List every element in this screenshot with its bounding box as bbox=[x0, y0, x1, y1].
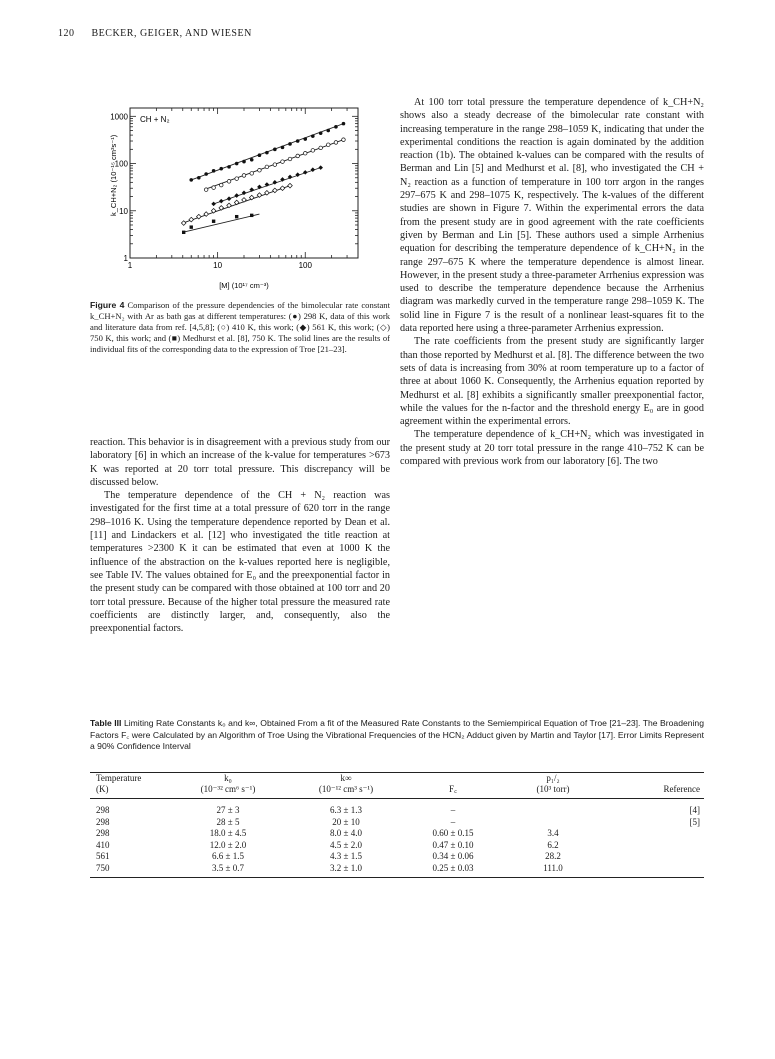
data-point bbox=[227, 196, 232, 201]
y-tick-label: 1 bbox=[123, 254, 128, 263]
data-point bbox=[250, 214, 253, 217]
data-point bbox=[342, 122, 346, 126]
cell-fc: 0.60 ± 0.15 bbox=[432, 828, 474, 838]
y-tick-label: 100 bbox=[114, 159, 128, 169]
data-point bbox=[204, 188, 208, 192]
th-blank-1 bbox=[408, 773, 498, 785]
table-row bbox=[90, 817, 704, 829]
data-point bbox=[334, 141, 338, 145]
cell-k0: 18.0 ± 4.5 bbox=[209, 828, 247, 838]
cell-kinf: 8.0 ± 4.0 bbox=[330, 828, 362, 838]
th-k0: k₀ bbox=[224, 773, 232, 783]
cell-kinf: 20 ± 10 bbox=[332, 816, 360, 827]
cell-reference: [4] bbox=[689, 805, 700, 815]
cell-fc: – bbox=[450, 816, 456, 827]
cell-fc: 0.25 ± 0.03 bbox=[432, 862, 474, 873]
cell-k0: 28 ± 5 bbox=[216, 816, 240, 827]
data-point bbox=[219, 183, 223, 187]
data-point bbox=[319, 131, 323, 135]
cell-k0: 6.6 ± 1.5 bbox=[212, 851, 244, 861]
panel-label: CH + N₂ bbox=[140, 115, 170, 124]
th-p12: p₁/₂ bbox=[546, 773, 560, 783]
figure-caption-label: Figure 4 bbox=[90, 300, 125, 310]
cell-temperature: 561 bbox=[96, 851, 110, 861]
cell-k0: 27 ± 3 bbox=[216, 805, 240, 815]
cell-temperature: 410 bbox=[96, 839, 110, 850]
cell-temperature: 298 bbox=[96, 828, 110, 838]
fit-line bbox=[183, 214, 260, 232]
data-point bbox=[265, 151, 269, 155]
data-point bbox=[288, 183, 293, 188]
data-point bbox=[273, 163, 277, 167]
cell-reference bbox=[608, 863, 704, 878]
data-point bbox=[273, 188, 278, 193]
page-number: 120 bbox=[58, 28, 75, 39]
figure-caption bbox=[90, 300, 390, 355]
cell-reference: [5] bbox=[689, 816, 700, 827]
th-reference: Reference bbox=[663, 784, 700, 794]
th-temperature: Temperature bbox=[96, 773, 142, 783]
data-point bbox=[311, 134, 315, 138]
data-point bbox=[258, 168, 262, 172]
running-authors: BECKER, GEIGER, AND WIESEN bbox=[91, 28, 252, 39]
cell-fc: 0.47 ± 0.10 bbox=[432, 839, 474, 850]
x-tick-label: 1 bbox=[127, 261, 133, 270]
cell-kinf: 3.2 ± 1.0 bbox=[330, 862, 362, 873]
cell-reference bbox=[608, 828, 704, 840]
data-point bbox=[258, 153, 262, 157]
cell-reference bbox=[608, 840, 704, 852]
right-column-text bbox=[400, 96, 704, 468]
data-point bbox=[182, 231, 185, 234]
data-point bbox=[326, 143, 330, 147]
y-tick-label: 10 bbox=[119, 206, 128, 216]
x-axis-label: [M] (10¹⁷ cm⁻³) bbox=[219, 281, 269, 290]
table-row bbox=[90, 863, 704, 878]
data-point bbox=[303, 137, 307, 141]
y-tick-label: 1000 bbox=[110, 112, 128, 122]
data-point bbox=[296, 154, 300, 158]
data-point bbox=[250, 172, 254, 176]
cell-p12: 111.0 bbox=[543, 862, 563, 873]
data-point bbox=[204, 172, 208, 176]
table-caption bbox=[90, 718, 704, 753]
data-point bbox=[281, 160, 285, 164]
figure-caption-text: Comparison of the pressure dependencies of the bimolecular rate constant k_CH+N₂ with Ar as bath gas at different temperatures: (●) 298 K, data of this work and literature data from ref. [4,5,8]; (○) 410 K, this work; (◆) 561 K, this work; (◇) 750 K, this work; and (■) Medhurst et al. [8], 750 K. The solid lines are the results of individual fits of the corresponding data to the expression of Troe [21–23]. bbox=[90, 300, 390, 354]
th-p12-unit: (10³ torr) bbox=[536, 784, 570, 794]
th-blank-2 bbox=[608, 773, 704, 785]
data-point bbox=[227, 180, 231, 184]
data-point bbox=[303, 151, 307, 155]
right-paragraph-1: At 100 torr total pressure the temperature dependence of k_CH+N₂ shows also a steady decrease of the bimolecular rate constant with increasing temperature in the range 298–1059 K, indicating that under the experimental conditions the reaction is again dominated by the addition reaction (1b). The obtained k-values can be compared with the results of Berman and Lin [5] and Medhurst et al. [8], who investigated the CH + N₂ reaction as a function of temperature in 100 torr argon in the ranges 297–675 K and 298–1075 K, respectively. The k-values of the different studies are shown in Figure 7. Within the experimental errors the data from the present study are in good agreement with the rate coefficients given by Berman and Lin [5]. These authors used a simple Arrhenius equation for describing the temperature dependence of k_CH+N₂ in the range 297–675 K where the temperature dependence is almost linear. However, in the present study a three-parameter Arrhenius expression was used to describe the temperature dependence because the Arrhenius diagram was markedly curved in the temperature range 298–1059 K. The solid line in Figure 7 is the result of a nonlinear least-squares fit to the data reported here using a three-parameter Arrhenius expression. bbox=[400, 97, 704, 335]
cell-kinf: 4.3 ± 1.5 bbox=[330, 851, 362, 861]
data-point bbox=[311, 167, 316, 172]
th-kinf: k∞ bbox=[340, 773, 352, 783]
data-point bbox=[296, 139, 300, 143]
data-point bbox=[211, 202, 216, 207]
data-point bbox=[319, 146, 323, 150]
data-point bbox=[181, 221, 186, 226]
data-point bbox=[190, 225, 193, 228]
cell-p12 bbox=[498, 817, 608, 829]
cell-temperature: 298 bbox=[96, 816, 110, 827]
y-axis-label: k_CH+N₂ (10⁻¹⁵ cm³s⁻¹) bbox=[109, 134, 118, 216]
cell-p12: 28.2 bbox=[545, 851, 561, 861]
data-point bbox=[219, 167, 223, 171]
data-point bbox=[197, 176, 201, 180]
data-point bbox=[227, 165, 231, 169]
cell-k0: 12.0 ± 2.0 bbox=[209, 839, 247, 850]
th-fc: F꜀ bbox=[448, 784, 458, 794]
th-k0-unit: (10⁻³² cm⁶ s⁻¹) bbox=[200, 784, 256, 794]
x-tick-label: 10 bbox=[213, 261, 223, 270]
table-iii bbox=[90, 772, 704, 878]
data-point bbox=[342, 138, 346, 142]
cell-temperature: 298 bbox=[96, 805, 110, 815]
table-caption-label: Table III bbox=[90, 718, 122, 728]
left-paragraph-1: reaction. This behavior is in disagreement with a previous study from our laboratory [6] in which an increase of the k-value for temperatures >673 K was reported at 20 torr total pressure. This discrepancy will be discussed below. bbox=[90, 437, 390, 488]
data-point bbox=[212, 186, 216, 190]
figure-4-plot bbox=[90, 98, 390, 293]
right-paragraph-2: The rate coefficients from the present study are significantly larger than those reported by Medhurst et al. [8]. The difference between the two sets of data is increasing from 30% at room temperature up to a factor of three at about 1060 K. Consequently, the Arrhenius equation reported by Medhurst et al. [8] exhibits a significantly smaller preexponential factor, while the values for the n-factor and the threshold energy E₀ are in good agreement within the experimental errors. bbox=[400, 336, 704, 428]
data-point bbox=[281, 146, 285, 150]
data-point bbox=[242, 174, 246, 178]
data-point bbox=[235, 215, 238, 218]
cell-reference bbox=[608, 851, 704, 863]
data-point bbox=[311, 149, 315, 153]
data-point bbox=[334, 125, 338, 129]
cell-p12: 6.2 bbox=[547, 839, 559, 850]
data-point bbox=[326, 129, 330, 133]
cell-temperature: 750 bbox=[96, 862, 110, 873]
cell-fc: – bbox=[450, 805, 456, 815]
data-point bbox=[235, 177, 239, 181]
table-caption-text: Limiting Rate Constants k₀ and k∞, Obtained From a fit of the Measured Rate Constants to the Semiempirical Equation of Troe [21–23]. The Broadening Factors F꜀ were Calculated by an Algorithm of Troe Using the Vibrational Frequencies of the HCN₂ Adduct given by Martin and Taylor [17]. Error Limits Represent a 90% Confidence Interval bbox=[90, 718, 704, 752]
data-point bbox=[250, 158, 254, 162]
data-point bbox=[219, 199, 224, 204]
left-paragraph-2: The temperature dependence of the CH + N₂ reaction was investigated for the first time at a total pressure of 620 torr in the range 298–1016 K. Using the temperature dependence reported by Dean et al. [11] and Lindackers et al. [12] who investigated the title reaction at temperatures >2300 K it can be estimated that even at 1000 K the influence of the abstraction on the k-values reported here is negligible, see Table IV. The values obtained for E₀ and the preexponential factor in the present study can be compared with those obtained at 100 torr and 20 torr total pressure. Because of the higher total pressure the measured rate coefficients are distinctly larger, and, consequently, also the preexponential factors. bbox=[90, 490, 390, 635]
table-row bbox=[90, 828, 704, 840]
right-paragraph-3: The temperature dependence of k_CH+N₂ which was investigated in the present study at 20 torr total pressure in the range 410–752 K can be compared with previous work from our laboratory [6]. The two bbox=[400, 429, 704, 468]
data-point bbox=[288, 142, 292, 146]
data-point bbox=[235, 162, 239, 166]
cell-fc: 0.34 ± 0.06 bbox=[432, 851, 474, 861]
data-point bbox=[265, 165, 269, 169]
data-point bbox=[212, 220, 215, 223]
x-tick-label: 100 bbox=[298, 261, 312, 270]
data-point bbox=[303, 170, 308, 175]
cell-kinf: 6.3 ± 1.3 bbox=[330, 805, 362, 815]
cell-kinf: 4.5 ± 2.0 bbox=[330, 839, 362, 850]
table-row bbox=[90, 799, 704, 817]
left-column-text bbox=[90, 436, 390, 635]
th-kinf-unit: (10⁻¹² cm³ s⁻¹) bbox=[318, 784, 374, 794]
cell-p12: 3.4 bbox=[547, 828, 559, 838]
data-point bbox=[189, 217, 194, 222]
data-point bbox=[212, 169, 216, 173]
table-row bbox=[90, 851, 704, 863]
th-temperature-unit: (K) bbox=[96, 784, 109, 794]
data-point bbox=[189, 178, 193, 182]
data-point bbox=[242, 160, 246, 164]
table-row bbox=[90, 840, 704, 852]
running-header bbox=[58, 28, 252, 39]
cell-p12 bbox=[498, 799, 608, 817]
cell-k0: 3.5 ± 0.7 bbox=[212, 862, 244, 873]
data-point bbox=[318, 165, 323, 170]
data-point bbox=[234, 193, 239, 198]
data-point bbox=[273, 148, 277, 152]
data-point bbox=[288, 157, 292, 161]
figure-4 bbox=[90, 98, 390, 293]
data-point bbox=[280, 186, 285, 191]
